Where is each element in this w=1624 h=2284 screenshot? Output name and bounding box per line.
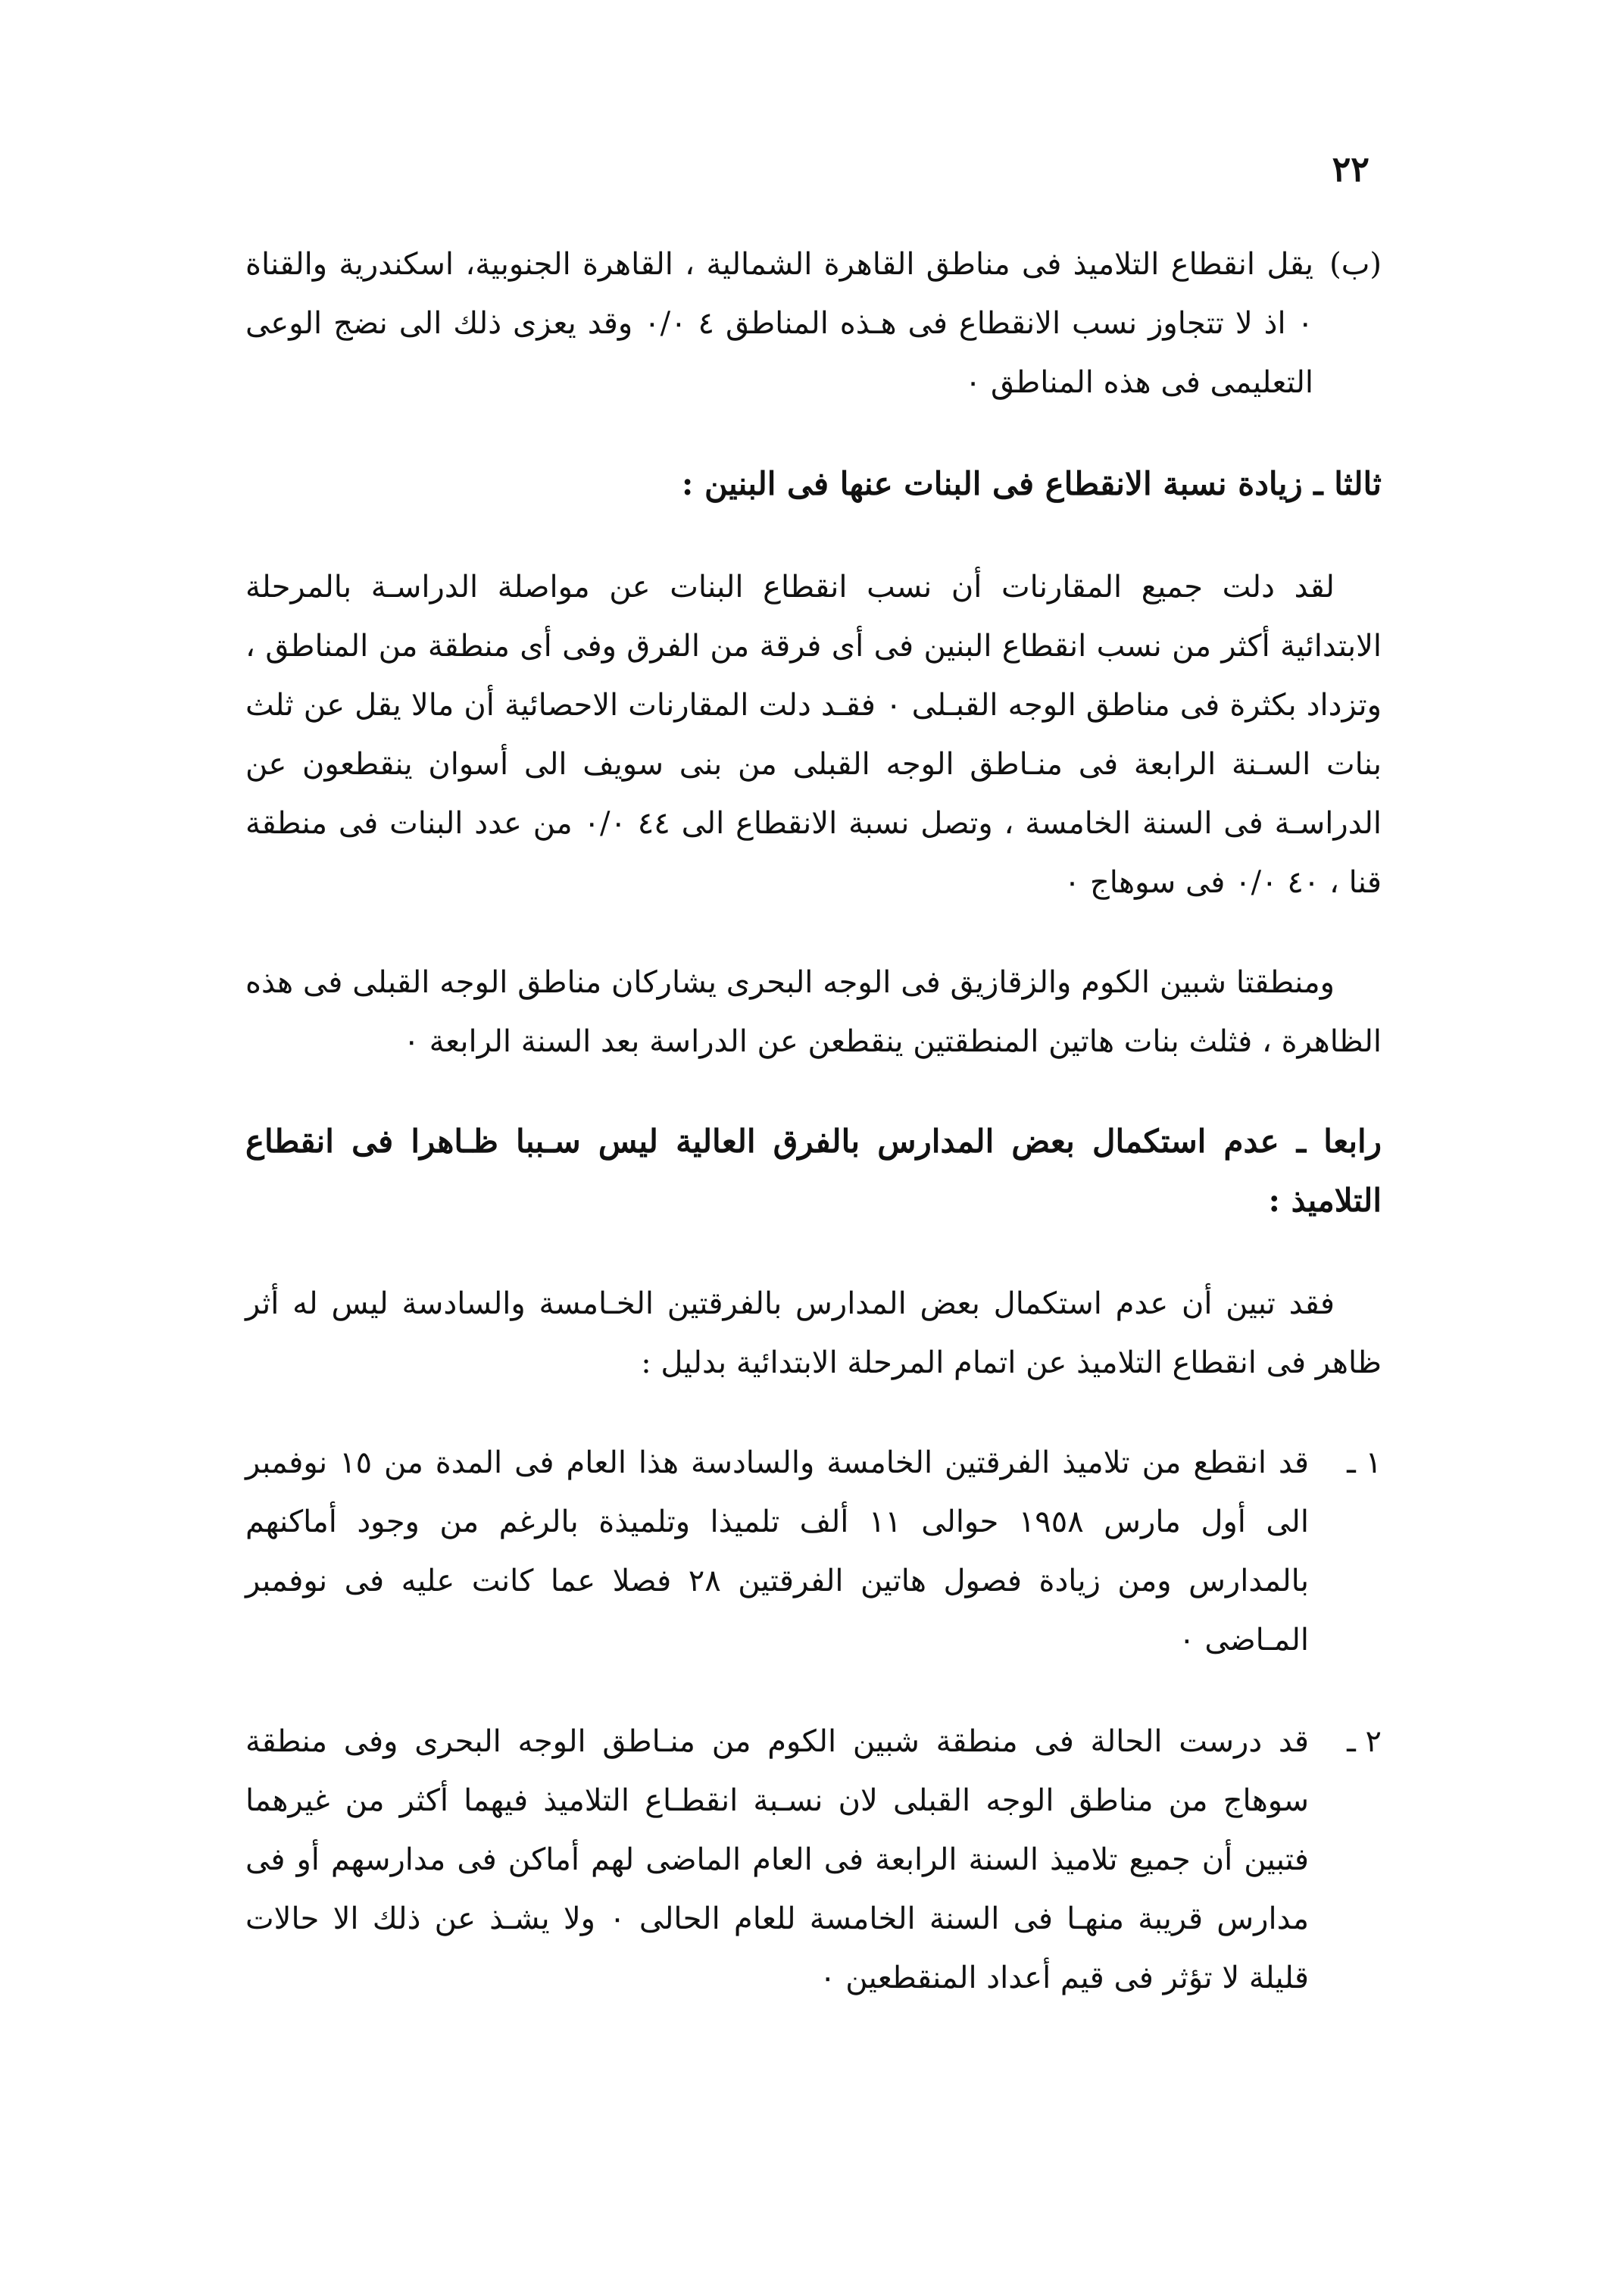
section-heading-fourth: رابعا ـ عدم استكمال بعض المدارس بالفرق العالية ليس سـببا ظـاهرا فى انقطاع التلاميذ :: [245, 1123, 1382, 1219]
paragraph: لقد دلت جميع المقارنات أن نسب انقطاع البنات عن مواصلة الدراسـة بالمرحلة الابتدائية أكثر من نسب انقطاع البنين فى أى فرقة من الفرق وفى أى منطقة من المناطق ، وتزداد بكثرة فى مناطق الوجه القبـلى ٠ فقـد دلت المقارنات الاحصائية أن مالا يقل عن ثلث بنات السـنة الرابعة فى منـاطق الوجه القبلى من بنى سويف الى أسوان ينقطعون عن الدراسـة فى السنة الخامسة ، وتصل نسبة الانقطاع الى ٤٤ ٠/٠ من عدد البنات فى منطقة قنا ، ٤٠ ٠/٠ فى سوهاج ٠: [245, 570, 1382, 900]
list-marker: ١ ـ: [1347, 1445, 1382, 1480]
page-number: ٢٢: [1332, 148, 1369, 189]
page-content: [245, 235, 1382, 2050]
list-text: قد انقطع من تلاميذ الفرقتين الخامسة والسادسة هذا العام فى المدة من ١٥ نوفمبر الى أول مارس ١٩٥٨ حوالى ١١ ألف تلميذا وتلميذة بالرغم من وجود أماكنهم بالمدارس ومن زيادة فصول هاتين الفرقتين ٢٨ فصلا عما كانت عليه فى نوفمبر المـاضى ٠: [245, 1445, 1309, 1658]
section-heading-third: ثالثا ـ زيادة نسبة الانقطاع فى البنات عنها فى البنين :: [681, 465, 1382, 502]
paragraph: ومنطقتا شبين الكوم والزقازيق فى الوجه البحرى يشاركان مناطق الوجه القبلى فى هذه الظاهرة ، فثلث بنات هاتين المنطقتين ينقطعن عن الدراسة بعد السنة الرابعة ٠: [245, 965, 1382, 1059]
paragraph: فقد تبين أن عدم استكمال بعض المدارس بالفرقتين الخـامسة والسادسة ليس له أثر ظاهر فى انقطاع التلاميذ عن اتمام المرحلة الابتدائية بدليل :: [245, 1286, 1382, 1380]
list-marker: ٢ ـ: [1347, 1724, 1382, 1759]
list-marker: (ب): [1329, 247, 1382, 282]
list-item-b: [245, 235, 1382, 412]
list-item-2: [245, 1712, 1382, 2007]
list-text: قد درست الحالة فى منطقة شبين الكوم من منـاطق الوجه البحرى وفى منطقة سوهاج من مناطق الوجه القبلى لان نسـبة انقطـاع التلاميذ فيهما أكثر من غيرهما فتبين أن جميع تلاميذ السنة الرابعة فى العام الماضى لهم أماكن فى مدارسهم أو فى مدارس قريبة منهـا فى السنة الخامسة للعام الحالى ٠ ولا يشـذ عن ذلك الا حالات قليلة لا تؤثر فى قيم أعداد المنقطعين ٠: [245, 1724, 1309, 1995]
list-item-1: [245, 1433, 1382, 1670]
list-text: يقل انقطاع التلاميذ فى مناطق القاهرة الشمالية ، القاهرة الجنوبية، اسكندرية والقناة ٠ اذ لا تتجاوز نسب الانقطاع فى هـذه المناطق ٤ ٠/٠ وقد يعزى ذلك الى نضج الوعى التعليمى فى هذه المناطق ٠: [245, 247, 1314, 400]
